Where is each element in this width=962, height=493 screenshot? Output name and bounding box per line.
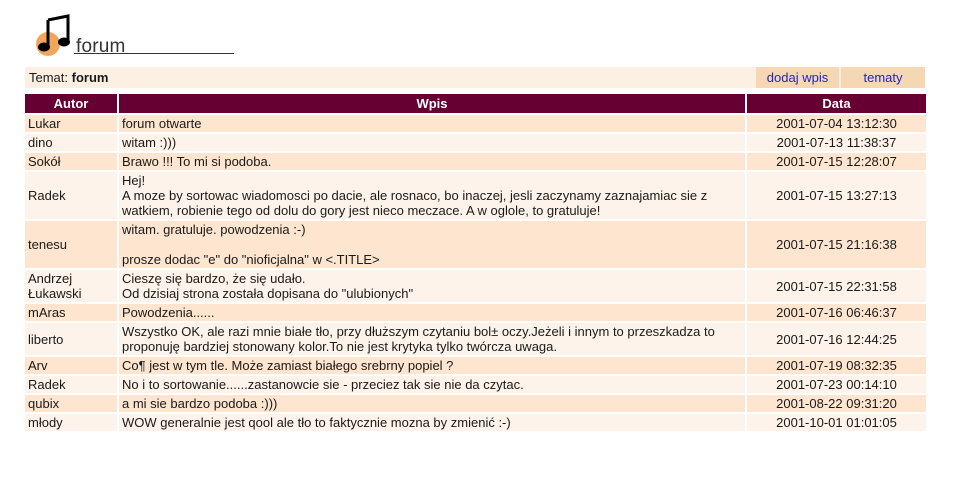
table-row: [25, 395, 926, 412]
author-cell: tenesu: [25, 221, 117, 268]
date-cell: 2001-07-15 21:16:38: [745, 221, 926, 268]
message-cell: Cieszę się bardzo, że się udało. Od dzisiaj strona została dopisana do "ulubionych": [117, 270, 745, 302]
author-cell: Radek: [25, 376, 117, 393]
column-header-author: Autor: [25, 94, 117, 113]
music-note-icon: [34, 14, 78, 58]
logo-underline: [74, 53, 234, 54]
author-cell: młody: [25, 414, 117, 431]
author-cell: Arv: [25, 357, 117, 374]
column-header-message: Wpis: [117, 94, 745, 113]
table-row: [25, 270, 926, 302]
posts-table: [25, 92, 926, 433]
message-cell: forum otwarte: [117, 115, 745, 132]
message-cell: Co¶ jest w tym tle. Może zamiast białego srebrny popiel ?: [117, 357, 745, 374]
table-row: [25, 376, 926, 393]
message-cell: a mi sie bardzo podoba :))): [117, 395, 745, 412]
date-cell: 2001-07-23 00:14:10: [745, 376, 926, 393]
column-header-date: Data: [745, 94, 926, 113]
author-cell: dino: [25, 134, 117, 151]
author-cell: Sokół: [25, 153, 117, 170]
author-cell: Radek: [25, 172, 117, 219]
forum-logo: [34, 14, 239, 58]
author-cell: liberto: [25, 323, 117, 355]
table-row: [25, 323, 926, 355]
author-cell: Lukar: [25, 115, 117, 132]
table-row: [25, 304, 926, 321]
message-cell: Hej! A moze by sortowac wiadomosci po dacie, ale rosnaco, bo inaczej, jesli zaczynamy zaznajamiac sie z watkiem, robienie tego od dolu do gory jest nieco meczace. A w oglole, to gratuluje!: [117, 172, 745, 219]
date-cell: 2001-07-04 13:12:30: [745, 115, 926, 132]
date-cell: 2001-07-19 08:32:35: [745, 357, 926, 374]
topic-bar: [25, 67, 925, 88]
date-cell: 2001-10-01 01:01:05: [745, 414, 926, 431]
date-cell: 2001-07-15 12:28:07: [745, 153, 926, 170]
message-cell: witam :))): [117, 134, 745, 151]
table-row: [25, 153, 926, 170]
message-cell: No i to sortowanie......zastanowcie sie - przeciez tak sie nie da czytac.: [117, 376, 745, 393]
date-cell: 2001-07-16 12:44:25: [745, 323, 926, 355]
table-row: [25, 357, 926, 374]
topic-name: forum: [71, 70, 109, 85]
message-cell: WOW generalnie jest qool ale tło to faktycznie mozna by zmienić :-): [117, 414, 745, 431]
table-row: [25, 134, 926, 151]
author-cell: qubix: [25, 395, 117, 412]
table-row: [25, 221, 926, 268]
add-post-link[interactable]: dodaj wpis: [756, 67, 839, 88]
message-cell: Wszystko OK, ale razi mnie białe tło, przy dłuższym czytaniu bol± oczy.Jeżeli i innym to przeszkadza to proponuję bardziej stonowany kolor.To nie jest krytyka tylko twórcza uwaga.: [117, 323, 745, 355]
date-cell: 2001-07-15 13:27:13: [745, 172, 926, 219]
date-cell: 2001-07-16 06:46:37: [745, 304, 926, 321]
message-cell: Powodzenia......: [117, 304, 745, 321]
topic-heading: [25, 70, 754, 85]
table-header-row: [25, 94, 926, 113]
topics-link[interactable]: tematy: [841, 67, 925, 88]
date-cell: 2001-07-13 11:38:37: [745, 134, 926, 151]
message-cell: witam. gratuluje. powodzenia :-) prosze dodac "e" do "nioficjalna" w <.TITLE>: [117, 221, 745, 268]
table-row: [25, 414, 926, 431]
table-row: [25, 115, 926, 132]
logo-text: forum: [76, 36, 126, 57]
author-cell: mAras: [25, 304, 117, 321]
date-cell: 2001-07-15 22:31:58: [745, 270, 926, 302]
author-cell: Andrzej Łukawski: [25, 270, 117, 302]
message-cell: Brawo !!! To mi si podoba.: [117, 153, 745, 170]
date-cell: 2001-08-22 09:31:20: [745, 395, 926, 412]
table-row: [25, 172, 926, 219]
topic-label: Temat:: [29, 70, 69, 85]
